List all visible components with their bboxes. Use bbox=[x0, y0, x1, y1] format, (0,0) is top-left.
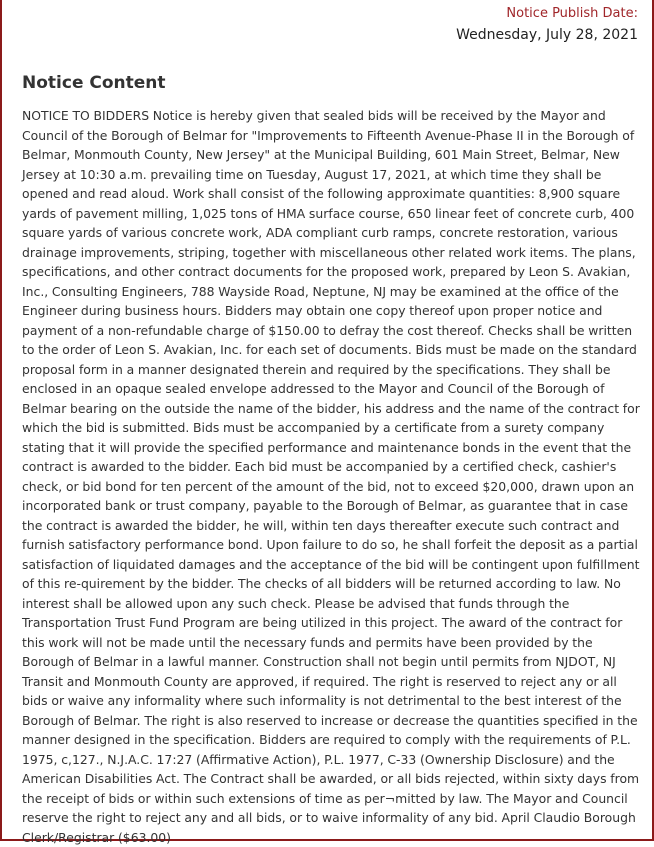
notice-content-heading: Notice Content bbox=[22, 73, 166, 93]
notice-publish-date-label: Notice Publish Date: bbox=[506, 6, 638, 21]
notice-body-text: NOTICE TO BIDDERS Notice is hereby given that sealed bids will be received by the Mayor and Council of the Borough of Belmar for "Improvements to Fifteenth Avenue-Phase II in the Borough of Belmar, Monmouth County, New Jersey" at the Municipal Building, 601 Main Street, Belmar, New Jersey at 10:30 a.m. prevailing time on Tuesday, August 17, 2021, at which time they shall be opened and read aloud. Work shall consist of the following approximate quantities: 8,900 square yards of pavement milling, 1,025 tons of HMA surface course, 650 linear feet of concrete curb, 400 square yards of various concrete work, ADA compliant curb ramps, concrete restoration, various drainage improvements, striping, together with miscellaneous other related work items. The plans, specifications, and other contract documents for the proposed work, prepared by Leon S. Avakian, Inc., Consulting Engineers, 788 Wayside Road, Neptune, NJ may be examined at the office of the Engineer during business hours. Bidders may obtain one copy thereof upon proper notice and payment of a non-refundable charge of $150.00 to defray the cost thereof. Checks shall be written to the order of Leon S. Avakian, Inc. for each set of documents. Bids must be made on the standard proposal form in a manner designated therein and required by the specifications. They shall be enclosed in an opaque sealed envelope addressed to the Mayor and Council of the Borough of Belmar bearing on the outside the name of the bidder, his address and the name of the contract for which the bid is submitted. Bids must be accompanied by a certificate from a surety company stating that it will provide the specified performance and maintenance bonds in the event that the contract is awarded to the bidder. Each bid must be accompanied by a certified check, cashier's check, or bid bond for ten percent of the amount of the bid, not to exceed $20,000, drawn upon an incorporated bank or trust company, payable to the Borough of Belmar, as guarantee that in case the contract is awarded the bidder, he will, within ten days thereafter execute such contract and furnish satisfactory performance bond. Upon failure to do so, he shall forfeit the deposit as a partial satisfaction of liquidated damages and the acceptance of the bid will be contingent upon fulfillment of this re-quirement by the bidder. The checks of all bidders will be returned according to law. No interest shall be allowed upon any such check. Please be advised that funds through the Transportation Trust Fund Program are being utilized in this project. The award of the contract for this work will not be made until the necessary funds and permits have been provided by the Borough of Belmar in a lawful manner. Construction shall not begin until permits from NJDOT, NJ Transit and Monmouth County are approved, if required. The right is reserved to reject any or all bids or waive any informality where such informality is not detrimental to the best interest of the Borough of Belmar. The right is also reserved to increase or decrease the quantities specified in the manner designed in the specification. Bidders are required to comply with the requirements of P.L. 1975, c,127., N.J.A.C. 17:27 (Affirmative Action), P.L. 1977, C-33 (Ownership Disclosure) and the American Disabilities Act. The Contract shall be awarded, or all bids rejected, within sixty days from the receipt of bids or within such extensions of time as per¬mitted by law. The Mayor and Council reserve the right to reject any and all bids, or to waive informality of any bid. April Claudio Borough Clerk/Registrar ($63.00) bbox=[22, 108, 640, 845]
notice-publish-date-value: Wednesday, July 28, 2021 bbox=[456, 27, 638, 43]
